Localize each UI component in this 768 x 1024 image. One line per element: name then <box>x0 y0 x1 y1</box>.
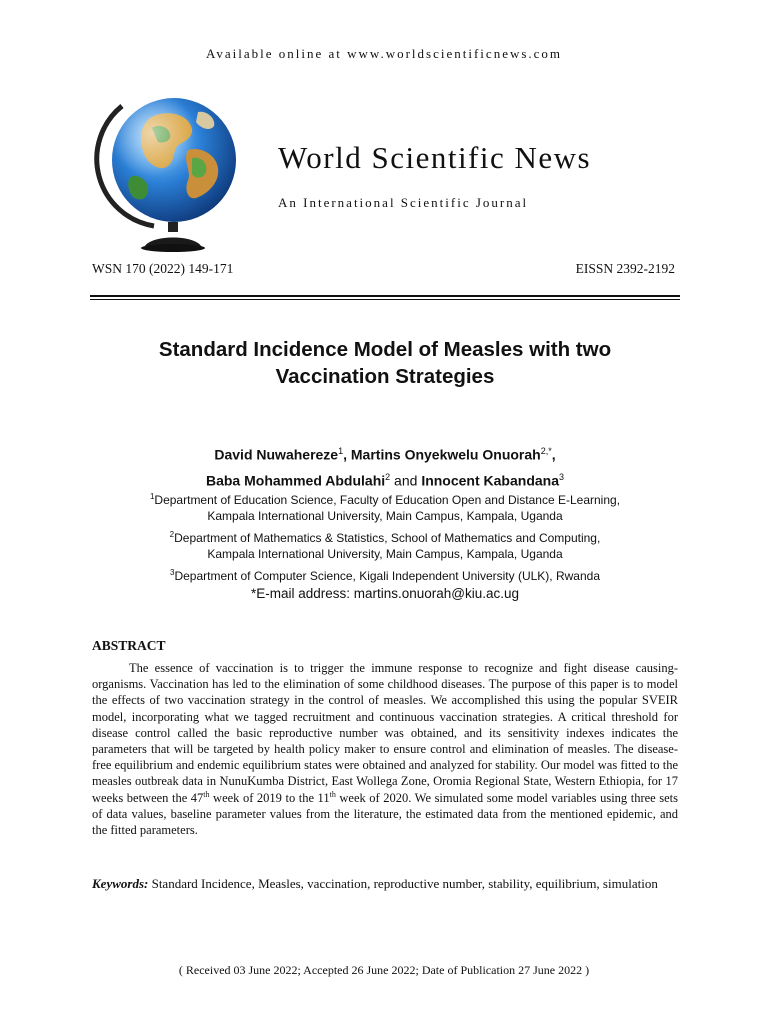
author-and: and <box>390 472 422 489</box>
affiliation-text: Kampala International University, Main Campus, Kampala, Uganda <box>207 509 563 523</box>
header-divider-thin <box>90 299 680 300</box>
author-affiliation-mark: 3 <box>559 471 565 482</box>
publication-dates: ( Received 03 June 2022; Accepted 26 June 2022; Date of Publication 27 June 2022 ) <box>178 963 590 977</box>
volume-reference: WSN 170 (2022) 149-171 <box>92 261 234 276</box>
affiliation-text: Department of Mathematics & Statistics, School of Mathematics and Computing, <box>174 531 601 545</box>
affiliation-mark: 2 <box>169 530 175 539</box>
author-name: Innocent Kabandana <box>421 472 559 489</box>
affiliation-text: Department of Education Science, Faculty of Education Open and Distance E-Learning, <box>154 493 621 507</box>
keywords-label: Keywords: <box>92 876 149 891</box>
paper-title-line-1: Standard Incidence Model of Measles with two <box>158 338 612 361</box>
author-separator: , <box>343 446 351 463</box>
affiliation-3 <box>90 565 680 584</box>
paper-title-line-2: Vaccination Strategies <box>275 365 495 388</box>
author-name: Baba Mohammed Abdulahi <box>205 472 386 489</box>
author-affiliation-mark: 2,* <box>540 446 552 456</box>
eissn: EISSN 2392-2192 <box>575 261 675 276</box>
affiliation-mark: 1 <box>149 492 155 501</box>
affiliation-mark: 3 <box>170 568 175 577</box>
corresponding-email: *E-mail address: martins.onuorah@kiu.ac.ug <box>250 586 520 601</box>
author-affiliation-mark: 1 <box>338 446 344 456</box>
affiliation-text: Department of Computer Science, Kigali Independent University (ULK), Rwanda <box>174 569 600 583</box>
paper-title <box>90 336 680 390</box>
author-list <box>90 440 680 491</box>
globe-icon <box>92 88 252 253</box>
journal-subtitle: An International Scientific Journal <box>278 195 529 210</box>
author-affiliation-mark: 2 <box>385 471 391 482</box>
abstract-heading: ABSTRACT <box>92 638 166 653</box>
abstract-text: The essence of vaccination is to trigger the immune response to recognize and fight disease causing-organisms. Vaccination has led to the elimination of some childhood diseases. The purpose of this paper is to model the effects of two vaccination strategy in the control of measles. We accomplished this using the popular SVEIR model, incorporating what we tagged recruitment and continuous vaccination strategies. A critical threshold for disease control called the basic reproductive number was obtained, and its sensitivity indexes indicates the parameters that will be targeted by health policy maker to ensure control and elimination of measles. The disease-free equilibrium and endemic equilibrium states were obtained and analyzed for stability. Our model was fitted to the measles outbreak data in NunuKumba District, East Wollega Zone, Oromia Regional State, Western Ethiopia, for 17 weeks between the 47th week of 2019 to the 11th week of 2020. We simulated some model variables using three sets of data values, baseline parameter values from the literature, the estimated data from the mentioned epidemic, and the fitted parameters. <box>92 661 678 838</box>
author-name: Martins Onyekwelu Onuorah <box>350 446 541 463</box>
affiliation-2 <box>90 527 680 562</box>
author-line-1 <box>90 440 680 466</box>
author-line-2 <box>90 466 680 492</box>
author-separator: , <box>551 446 556 463</box>
journal-title: World Scientific News <box>278 140 592 175</box>
author-name: David Nuwahereze <box>214 446 339 463</box>
affiliation-text: Kampala International University, Main Campus, Kampala, Uganda <box>207 547 563 561</box>
header-divider-thick <box>90 295 680 297</box>
affiliation-1 <box>90 489 680 524</box>
keywords-list: Standard Incidence, Measles, vaccination, reproductive number, stability, equilibrium, simulation <box>148 876 658 891</box>
keywords <box>92 876 678 892</box>
available-online-line: Available online at www.worldscientificnews.com <box>205 46 563 61</box>
